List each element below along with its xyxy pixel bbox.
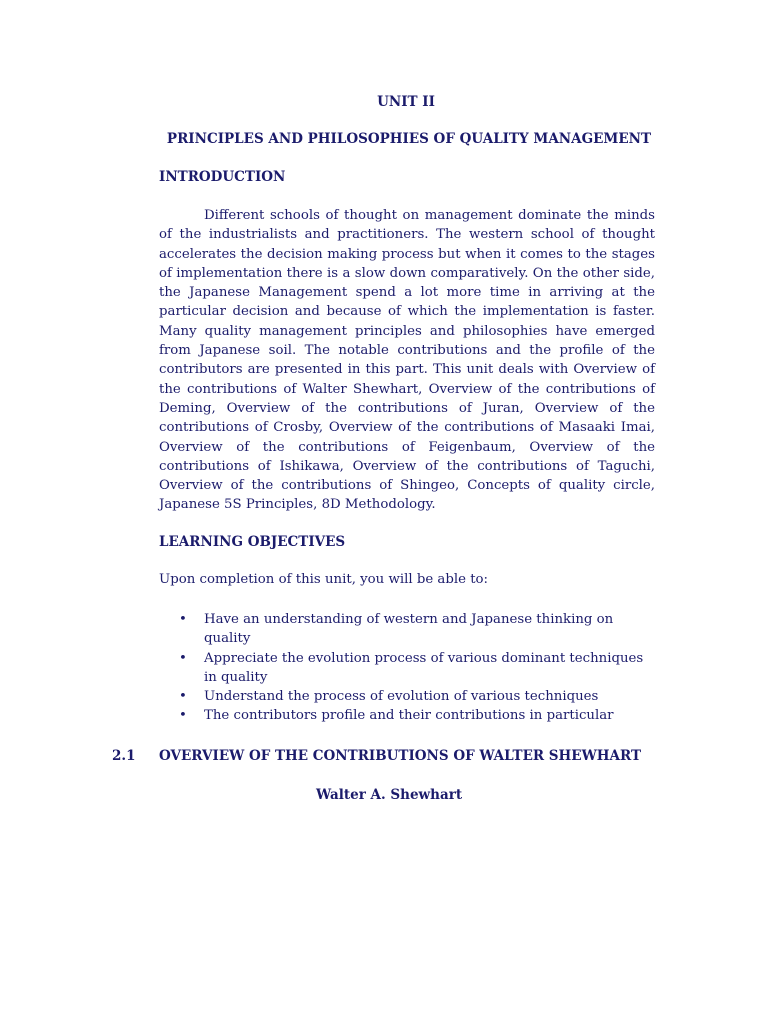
introduction-heading: INTRODUCTION bbox=[159, 169, 286, 185]
section-number: 2.1 bbox=[112, 748, 136, 764]
list-item bbox=[159, 610, 659, 649]
bullet-icon: • bbox=[179, 650, 187, 666]
learning-objectives-list bbox=[159, 610, 659, 726]
bullet-icon: • bbox=[179, 708, 187, 724]
list-item bbox=[159, 687, 659, 706]
list-item-text: Understand the process of evolution of various techniques bbox=[204, 689, 599, 705]
page-title: PRINCIPLES AND PHILOSOPHIES OF QUALITY MANAGEMENT bbox=[166, 131, 652, 147]
introduction-paragraph: Different schools of thought on management dominate the minds of the industrialists and practitioners. The western school of thought accelerates the decision making process but when it comes to the stages of implementation there is a slow down comparatively. On the other side, the Japanese Management spend a lot more time in arriving at the particular decision and because of which the implementation is faster. Many quality management principles and philosophies have emerged from Japanese soil. The notable contributions and the profile of the contributors are presented in this part. This unit deals with Overview of the contributions of Walter Shewhart, Overview of the contributions of Deming, Overview of the contributions of Juran, Overview of the contributions of Crosby, Overview of the contributions of Masaaki Imai, Overview of the contributions of Feigenbaum, Overview of the contributions of Ishikawa, Overview of the contributions of Taguchi, Overview of the contributions of Shingeo, Concepts of quality circle, Japanese 5S Principles, 8D Methodology. bbox=[159, 208, 655, 513]
bullet-icon: • bbox=[179, 612, 187, 627]
section-title: OVERVIEW OF THE CONTRIBUTIONS OF WALTER SHEWHART bbox=[159, 748, 641, 764]
section-subheading: Walter A. Shewhart bbox=[316, 787, 463, 803]
list-item-text: Have an understanding of western and Japanese thinking on quality bbox=[204, 612, 614, 647]
learning-objectives-heading: LEARNING OBJECTIVES bbox=[159, 534, 346, 550]
learning-objectives-lead: Upon completion of this unit, you will be able to: bbox=[159, 572, 489, 587]
list-item bbox=[159, 649, 659, 688]
list-item-text: Appreciate the evolution process of various dominant techniques in quality bbox=[204, 650, 644, 685]
list-item-text: The contributors profile and their contributions in particular bbox=[204, 708, 614, 724]
unit-title: UNIT II bbox=[377, 94, 435, 110]
bullet-icon: • bbox=[179, 689, 187, 705]
list-item bbox=[159, 706, 659, 725]
